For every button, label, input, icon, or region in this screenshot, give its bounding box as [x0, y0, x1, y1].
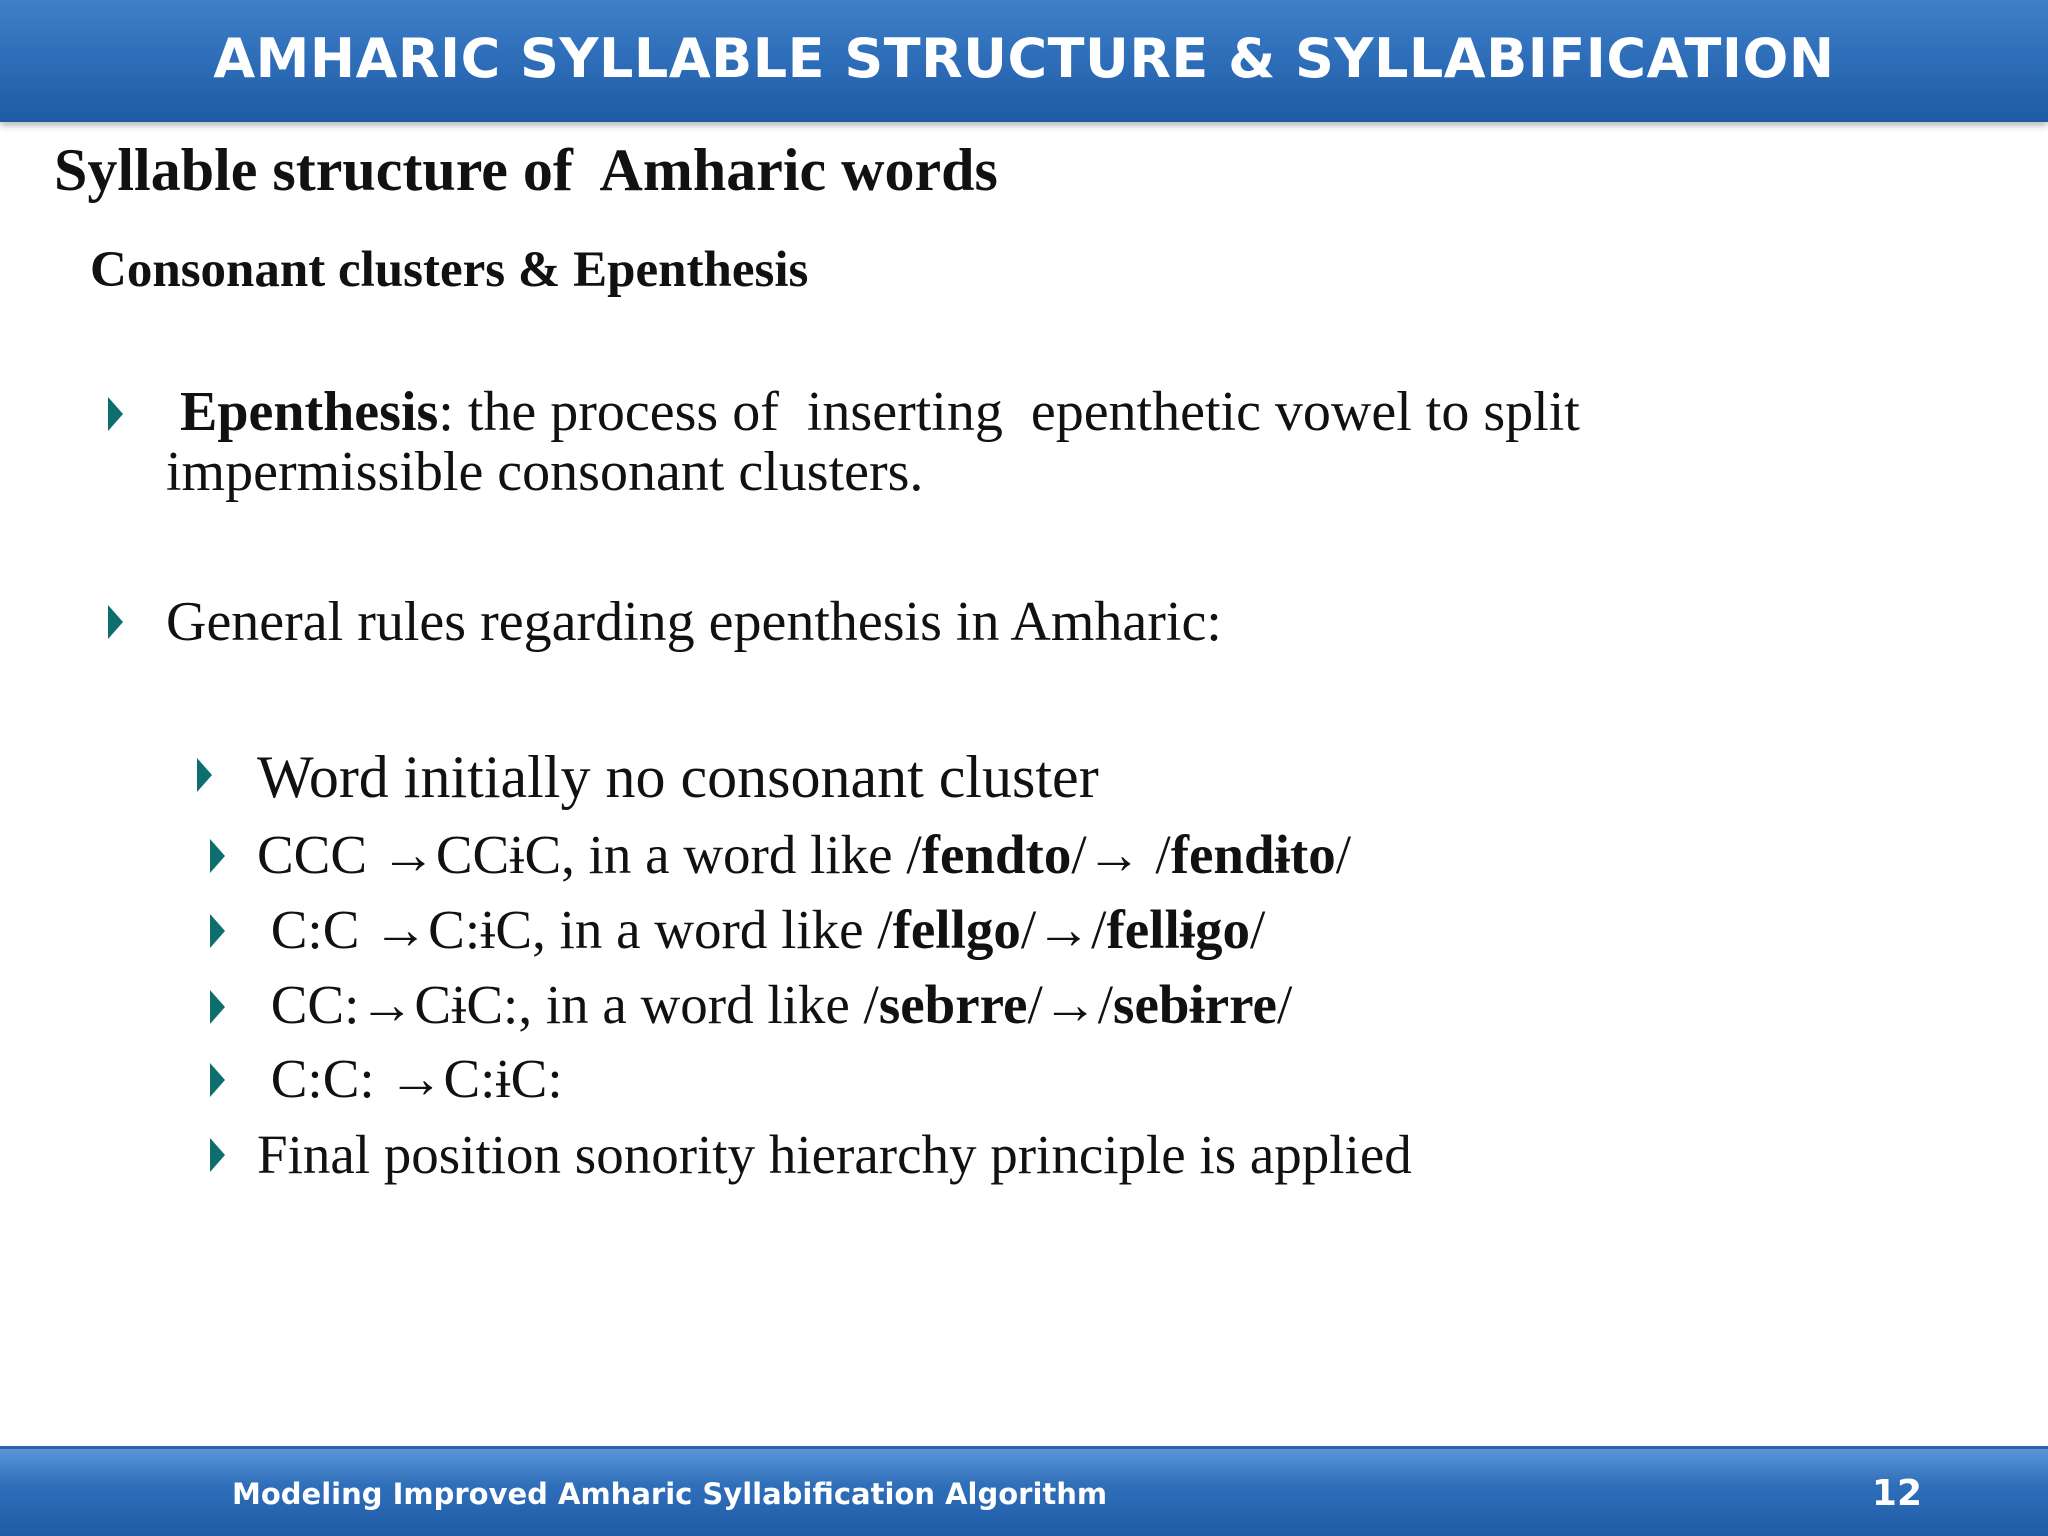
example-word: fendto — [921, 824, 1072, 885]
section-heading: Syllable structure of Amharic words — [54, 137, 998, 203]
arrow-icon: → — [380, 824, 436, 885]
epenthesis-definition-line2: impermissible consonant clusters. — [166, 441, 924, 503]
example-word: fellgo — [892, 899, 1021, 960]
general-rules-intro: General rules regarding epenthesis in Amharic: — [166, 591, 1222, 653]
sub-bullet-marker-icon — [210, 1063, 225, 1097]
sub-bullet-marker-icon — [210, 1138, 225, 1172]
arrow-icon: → — [359, 974, 415, 1035]
example-word-epenthesized: fellɨgo — [1106, 899, 1251, 960]
rule-geminate-c: C:C →C:ɨC, in a word like /fellgo/→/fellɨgo/ — [257, 899, 1266, 960]
rule-double-geminate: C:C: →C:ɨC: — [257, 1048, 563, 1109]
example-word-epenthesized: sebɨrre — [1113, 974, 1277, 1035]
rule-word-initial: Word initially no consonant cluster — [257, 744, 1099, 810]
bullet-marker-icon — [108, 397, 123, 431]
arrow-icon: → — [373, 899, 429, 960]
sub-bullet-marker-icon — [197, 758, 212, 792]
epenthesis-definition-line1: : the process of inserting epenthetic vowel to split — [438, 381, 1580, 443]
sub-bullet-marker-icon — [210, 839, 225, 873]
sub-bullet-marker-icon — [210, 990, 225, 1024]
slide-title: AMHARIC SYLLABLE STRUCTURE & SYLLABIFICATION — [213, 27, 1835, 90]
example-word-epenthesized: fendɨto — [1170, 824, 1336, 885]
bullet-marker-icon — [108, 605, 123, 639]
arrow-icon: → — [388, 1048, 444, 1109]
epenthesis-term: Epenthesis — [180, 381, 439, 443]
example-word: sebrre — [878, 974, 1028, 1035]
footer-title: Modeling Improved Amharic Syllabification Algorithm — [232, 1477, 1108, 1511]
sub-bullet-marker-icon — [210, 914, 225, 948]
arrow-icon: → — [1042, 974, 1098, 1035]
arrow-icon: → — [1036, 899, 1092, 960]
rule-cc-geminate: CC:→CɨC:, in a word like /sebrre/→/sebɨrre/ — [257, 974, 1293, 1035]
page-number: 12 — [1871, 1473, 1922, 1514]
rule-ccc: CCC →CCɨC, in a word like /fendto/→ /fendɨto/ — [257, 824, 1351, 885]
arrow-icon: → — [1086, 824, 1142, 885]
rule-final-position: Final position sonority hierarchy principle is applied — [257, 1124, 1412, 1185]
section-subheading: Consonant clusters & Epenthesis — [90, 242, 809, 298]
epenthesis-definition — [166, 382, 1966, 502]
